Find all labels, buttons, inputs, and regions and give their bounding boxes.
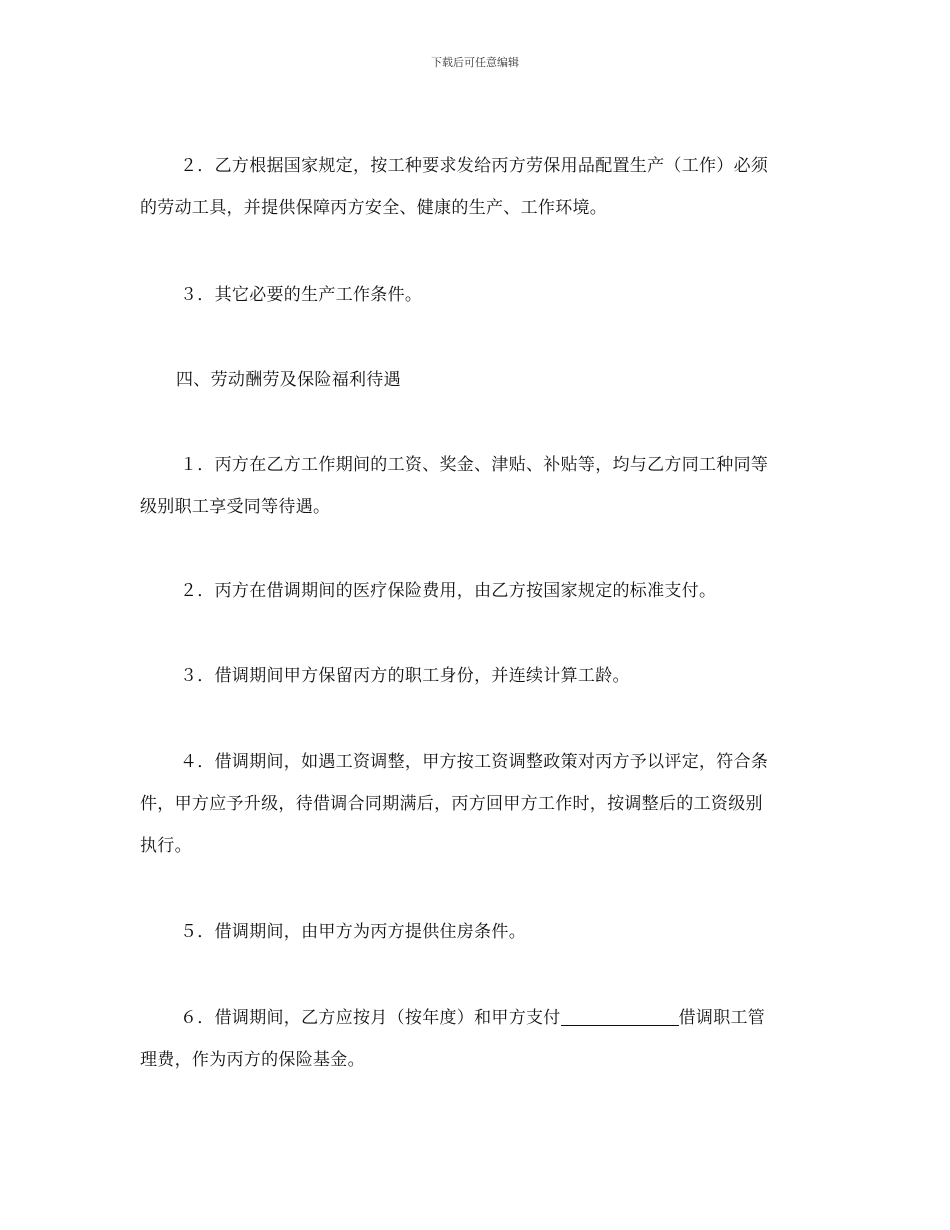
paragraph-4-5: [140, 911, 816, 953]
paragraph-2-tools: [140, 145, 816, 229]
paragraph-line: ３．其它必要的生产工作条件。: [180, 285, 423, 305]
paragraph-line: [140, 997, 816, 1039]
paragraph-3-other: [140, 274, 816, 316]
paragraph-line: 件，甲方应予升级，待借调合同期满后，丙方回甲方工作时，按调整后的工资级别: [140, 794, 763, 814]
paragraph-line: １．丙方在乙方工作期间的工资、奖金、津贴、补贴等，均与乙方同工种同等: [180, 455, 769, 475]
paragraph-line: ２．丙方在借调期间的医疗保险费用，由乙方按国家规定的标准支付。: [180, 581, 717, 601]
paragraph-line: ３．借调期间甲方保留丙方的职工身份，并连续计算工龄。: [180, 666, 630, 686]
paragraph-line: ４．借调期间，如遇工资调整，甲方按工资调整政策对丙方予以评定，符合条: [180, 752, 769, 772]
paragraph-line: 的劳动工具，并提供保障丙方安全、健康的生产、工作环境。: [140, 198, 608, 218]
section-4-heading: [140, 359, 816, 401]
paragraph-line: ２．乙方根据国家规定，按工种要求发给丙方劳保用品配置生产（工作）必须: [180, 156, 769, 176]
paragraph-line: 理费，作为丙方的保险基金。: [140, 1050, 365, 1070]
paragraph-text-after-blank: 借调职工管: [678, 1008, 766, 1028]
page-header: 下载后可任意编辑: [431, 56, 519, 69]
paragraph-4-6: [140, 997, 816, 1081]
paragraph-4-1: [140, 444, 816, 528]
paragraph-text-before-blank: ６．借调期间，乙方应按月（按年度）和甲方支付: [180, 1008, 561, 1028]
section-title: 四、劳动酬劳及保险福利待遇: [176, 370, 401, 390]
paragraph-4-2: [140, 570, 816, 612]
fill-in-blank[interactable]: [561, 1007, 679, 1026]
paragraph-line: 执行。: [140, 836, 192, 856]
paragraph-4-4: [140, 741, 816, 867]
paragraph-4-3: [140, 655, 816, 697]
paragraph-line: 级别职工享受同等待遇。: [140, 497, 331, 517]
paragraph-line: ５．借调期间，由甲方为丙方提供住房条件。: [180, 922, 526, 942]
